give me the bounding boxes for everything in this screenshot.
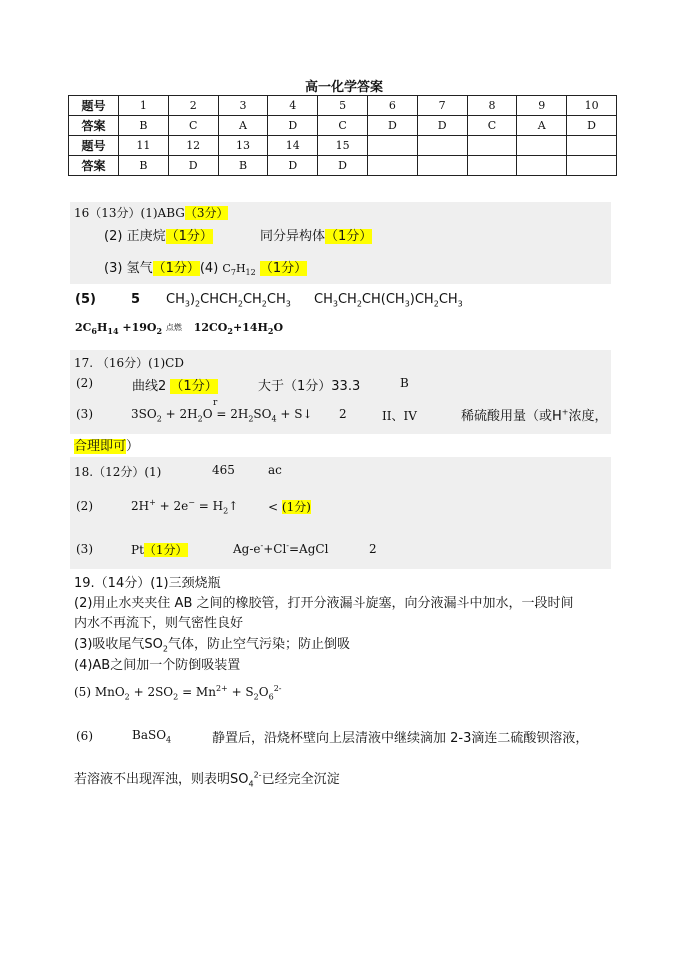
q17-header: 17. （16分）(1)CD [74, 356, 184, 370]
table-cell: D [417, 116, 467, 136]
q19-p4: (4)AB之间加一个防倒吸装置 [74, 658, 241, 673]
q16-header-text: 16（13分）(1)ABG [74, 206, 185, 220]
q19-header: 19.（14分）(1)三颈烧瓶 [74, 576, 221, 591]
q19-p2: (2)用止水夹夹住 AB 之间的橡胶管，打开分液漏斗旋塞，向分液漏斗中加水，一段时间 [74, 596, 574, 611]
q17-p2-label: (2) [76, 376, 93, 390]
q18-p3-eq: Ag-e-+Cl-=AgCl [233, 541, 329, 556]
q16-p2-name: 正庚烷 [126, 229, 166, 244]
q16-p4-score: （1分） [259, 261, 308, 276]
q19-p6-formula: BaSO$_4$ [132, 728, 172, 745]
q16-part2-b [260, 225, 372, 244]
table-cell [367, 136, 417, 156]
page-title: 高一化学答案 [304, 80, 383, 95]
table-cell [417, 136, 467, 156]
q18-p3-label: (3) [76, 542, 93, 556]
table-cell: 15 [318, 136, 368, 156]
q16-p2-label: (2) [104, 229, 123, 244]
q16-p5-formula1: $CH_3)_2CHCH_2CH_2CH_3$ [166, 292, 291, 309]
q17-p3-cont: 合理即可） [74, 439, 140, 454]
table-cell: 3 [218, 96, 268, 116]
q16-equation: $2C_6H_{14} +19O_2$ 点燃 $12CO_2+14H_2O$ [75, 321, 284, 337]
q17-p3-label: (3) [76, 407, 93, 421]
table-cell: D [168, 156, 218, 176]
q17-p3-roman: II、IV [382, 409, 417, 423]
table-cell: D [367, 116, 417, 136]
table-row [69, 96, 617, 116]
table-cell: C [168, 116, 218, 136]
q16-p5-formula2: $CH_3CH_2CH(CH_3)CH_2CH_3$ [314, 292, 463, 309]
table-cell: 10 [567, 96, 617, 116]
q16-p3-score: （1分） [152, 261, 200, 276]
row-label: 题号 [69, 136, 119, 156]
q19-p2-cont: 内水不再流下，则气密性良好 [74, 616, 244, 631]
table-cell: A [517, 116, 567, 136]
q18-p3-num: 2 [369, 542, 377, 556]
q16-p2-score2: （1分） [325, 229, 373, 244]
table-cell: D [268, 116, 318, 136]
q16-p5-num: 5 [131, 292, 141, 307]
table-row [69, 116, 617, 136]
q16-header-score: （3分） [184, 206, 229, 220]
table-cell: B [218, 156, 268, 176]
table-cell: C [467, 116, 517, 136]
table-cell: 4 [268, 96, 318, 116]
q18-header: 18.（12分）(1) [74, 465, 162, 479]
q16-part2 [104, 225, 213, 244]
q18-p2-lt: < (1分) [268, 500, 311, 514]
q18-p3-pt: Pt（1分） [131, 543, 188, 557]
q17-p2-score: （1分） [170, 379, 218, 394]
q17-part2 [132, 375, 218, 394]
q17-p3-cont-hl: 合理即可 [74, 439, 127, 454]
table-cell: D [268, 156, 318, 176]
q17-p3-mark: r [213, 398, 218, 408]
q19-p6-cont: 若溶液不出现浑浊，则表明$SO_4^{2-}$已经完全沉淀 [74, 770, 340, 789]
q16-eq-cond: 点燃 [165, 323, 182, 332]
q16-p2-score: （1分） [165, 229, 213, 244]
table-cell: 12 [168, 136, 218, 156]
q18-p2-score: (1分) [281, 500, 311, 514]
q16-p3-text: 氢气 [126, 261, 153, 276]
table-cell: 1 [119, 96, 169, 116]
q16-p5-label: (5) [75, 292, 96, 307]
table-cell: 5 [318, 96, 368, 116]
row-label: 答案 [69, 156, 119, 176]
table-cell: D [567, 116, 617, 136]
table-cell: 2 [168, 96, 218, 116]
table-cell: 14 [268, 136, 318, 156]
q16-p3-label: (3) [104, 261, 123, 276]
table-cell [467, 136, 517, 156]
table-cell [567, 136, 617, 156]
q19-p3: (3)吸收尾气$SO_2$气体，防止空气污染；防止倒吸 [74, 637, 351, 654]
q16-header [74, 204, 228, 221]
q19-p6-text: 静置后，沿烧杯壁向上层清液中继续滴加 2-3滴连二硫酸钡溶液， [212, 731, 589, 746]
table-cell [517, 156, 567, 176]
q17-p2-ans: B [400, 376, 409, 390]
table-cell [417, 156, 467, 176]
q17-p3-eq: $3SO_2 + 2H_2O = 2H_2SO_4$ + S↓ [131, 407, 313, 424]
table-cell [567, 156, 617, 176]
q17-p2-text: 曲线2 [132, 379, 167, 394]
q19-p5: (5) $MnO_2 + 2SO_2 = Mn^{2+} + S_2O_6^{2-}$ [74, 684, 282, 702]
q16-part5 [75, 292, 96, 307]
table-cell [367, 156, 417, 176]
table-cell: 8 [467, 96, 517, 116]
q18-p2-eq: $2H^+ + 2e^- = H_2↑$ [131, 498, 239, 516]
q17-p3-text: 稀硫酸用量（或H+浓度， [461, 407, 608, 424]
row-label: 答案 [69, 116, 119, 136]
table-cell: A [218, 116, 268, 136]
q16-part3: (3) 氢气（1分）(4) $C_7H_{12}$ （1分） [104, 261, 308, 278]
q17-p3-num: 2 [339, 407, 347, 421]
q16-p2-text: 同分异构体 [260, 229, 326, 244]
table-cell [467, 156, 517, 176]
q18-h-num: 465 [212, 463, 235, 477]
table-row [69, 156, 617, 176]
answer-table [68, 95, 617, 176]
table-cell: 13 [218, 136, 268, 156]
q19-p6-label: (6) [76, 729, 93, 743]
table-cell: B [119, 156, 169, 176]
q18-p3-score: （1分） [143, 543, 188, 557]
table-cell: 11 [119, 136, 169, 156]
q16-p4-label: (4) [199, 261, 219, 276]
table-cell: 9 [517, 96, 567, 116]
q17-p2-text2: 大于（1分）33.3 [258, 379, 361, 394]
q18-h-ac: ac [268, 463, 282, 477]
table-row [69, 136, 617, 156]
table-cell: 7 [417, 96, 467, 116]
row-label: 题号 [69, 96, 119, 116]
table-cell: 6 [367, 96, 417, 116]
table-cell: B [119, 116, 169, 136]
table-cell: D [318, 156, 368, 176]
table-cell: C [318, 116, 368, 136]
q18-p2-label: (2) [76, 499, 93, 513]
table-cell [517, 136, 567, 156]
